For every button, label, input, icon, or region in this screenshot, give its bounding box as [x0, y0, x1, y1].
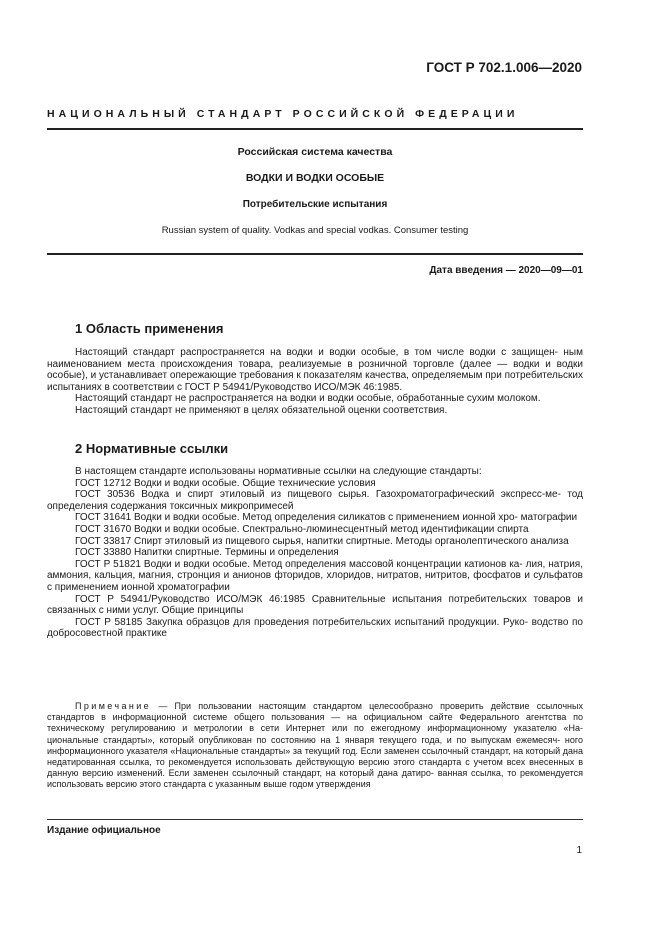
top-divider	[47, 128, 583, 130]
text-line: ванная ссылка, то рекомендуется использовать версию этого стандарта с указанным выше годом утверждения	[47, 768, 583, 790]
reference-item	[47, 559, 583, 594]
text-line: фосфатов и сульфатов с применением ионной хроматографии	[47, 570, 583, 593]
text-line: ным наименованием места происхождения товара, реализуемые в розничной торговле (далее — водки	[47, 347, 583, 370]
text-line: ного информационного указателя «Национальные стандарты» за текущий год. Если заменен ссылочный стандарт,	[47, 734, 583, 756]
text-line: и связанных с ними услуг. Общие принципы	[47, 593, 583, 617]
reference-item	[47, 594, 583, 617]
section-1-body	[47, 347, 583, 417]
text-line: ГОСТ Р 58185 Закупка образцов для проведения потребительских испытаний продукции. Руко-	[75, 616, 529, 628]
english-title: Russian system of quality. Vodkas and special vodkas. Consumer testing	[161, 225, 469, 236]
reference-item	[47, 536, 583, 548]
footer-divider	[47, 819, 583, 820]
official-edition-label: Издание официальное	[47, 825, 161, 836]
text-line: матографии	[520, 512, 578, 524]
text-line: — При пользовании настоящим стандартом целесообразно проверить действие ссылочных	[151, 701, 583, 711]
text-line: и водки особые), и устанавливает опережающие требования к показателям качества, определяемым	[47, 358, 583, 382]
document-title: ВОДКИ И ВОДКИ ОСОБЫЕ	[245, 172, 385, 184]
national-standard-banner: НАЦИОНАЛЬНЫЙ СТАНДАРТ РОССИЙСКОЙ ФЕДЕРАЦИИ	[47, 108, 519, 120]
text-line: на который дана недатированная ссылка, то рекомендуется использовать действующую версию этого стандарта	[47, 745, 583, 768]
reference-item	[47, 489, 583, 512]
reference-item: ГОСТ 31670 Водки и водки особые. Спектрально-люминесцентный метод идентификации спирта	[75, 523, 529, 535]
text-line: Настоящий стандарт распространяется на водки и водки особые, в том числе водки с защищен-	[75, 347, 559, 358]
note-paragraph	[47, 701, 583, 791]
paragraph: Настоящий стандарт не распространяется на водки и водки особые, обработанные сухим молоком.	[75, 393, 541, 405]
text-line: ГОСТ Р 51821 Водки и водки особые. Метод определения массовой концентрации катионов ка-	[75, 558, 523, 570]
section-1-heading: 1 Область применения	[75, 321, 224, 336]
document-number: ГОСТ Р 702.1.006—2020	[426, 60, 582, 75]
note-block	[47, 701, 583, 791]
text-line: ГОСТ 31641 Водки и водки особые. Метод определения силикатов с применением ионной хро-	[75, 512, 518, 524]
text-line: ГОСТ 33817 Спирт этиловый из пищевого сырья, напитки спиртные. Методы органолептического	[75, 535, 528, 547]
paragraph	[47, 347, 583, 393]
text-line: лия, натрия, аммония, кальция, магния, стронция и анионов фторидов, хлоридов, нитратов, нитритов,	[47, 558, 583, 582]
text-line: ГОСТ Р 54941/Руководство ИСО/МЭК 46:1985 Сравнительные испытания потребительских товаров	[75, 593, 571, 605]
text-line: анализа	[530, 535, 569, 547]
reference-item: ГОСТ 12712 Водки и водки особые. Общие технические условия	[75, 477, 376, 489]
text-line: при потребительских испытаниях в соответствии с ГОСТ Р 54941/Руководство ИСО/МЭК 46:1985.	[47, 370, 583, 393]
text-line: стандартов в информационной системе общего пользования — на официальном сайте Федерального агентства по	[47, 712, 583, 723]
paragraph: В настоящем стандарте использованы нормативные ссылки на следующие стандарты:	[75, 466, 482, 477]
text-line: водство по добросовестной практике	[47, 616, 583, 640]
reference-item: ГОСТ 33880 Напитки спиртные. Термины и определения	[75, 547, 339, 559]
section-2-body	[47, 466, 583, 640]
text-line: циональные стандарты», который опубликован по состоянию на 1 января текущего года, и по выпускам ежемесяч-	[47, 734, 561, 745]
page-number: 1	[576, 845, 582, 856]
reference-item	[47, 617, 583, 640]
note-label: Примечание	[75, 701, 152, 711]
text-line: ГОСТ 30536 Водка и спирт этиловый из пищевого сырья. Газохроматографический экспресс-ме-	[75, 489, 561, 501]
introduction-date: Дата введения — 2020—09—01	[429, 265, 583, 276]
standard-system: Российская система качества	[237, 146, 393, 158]
text-line: техническому регулированию и метрологии в сети Интернет или по ежегодному информационному указателю «На-	[47, 723, 583, 734]
section-2-heading: 2 Нормативные ссылки	[75, 441, 229, 456]
reference-item	[47, 512, 583, 524]
title-divider	[47, 253, 583, 255]
text-line: с учетом всех внесенных в данную версию изменений. Если заменен ссылочный стандарт, на который дана датиро-	[47, 757, 583, 779]
paragraph: Настоящий стандарт не применяют в целях обязательной оценки соответствия.	[75, 404, 448, 416]
document-subtitle: Потребительские испытания	[242, 199, 388, 210]
text-line: тод определения содержания токсичных микропримесей	[47, 489, 583, 512]
